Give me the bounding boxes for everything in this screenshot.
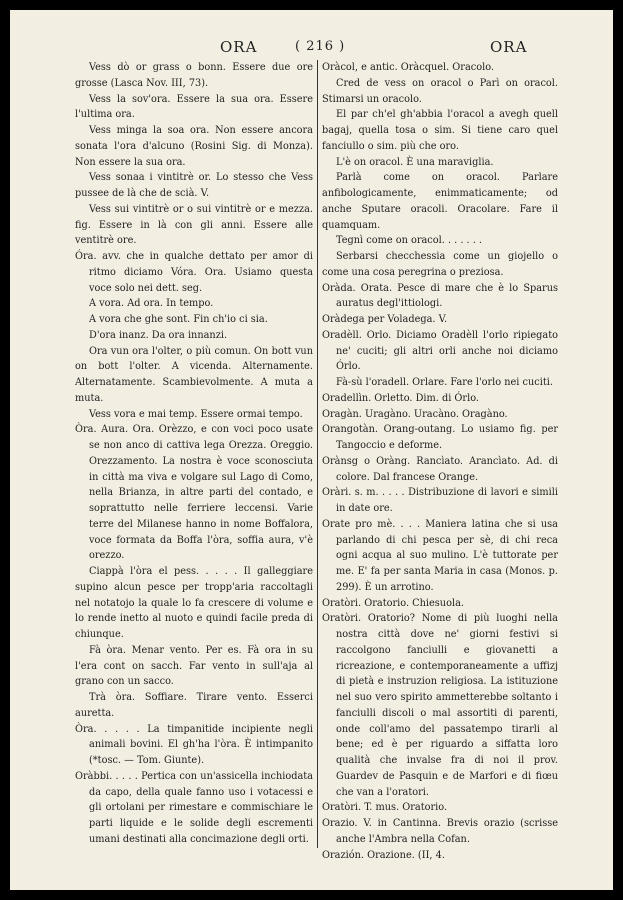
dictionary-entry: Vess minga la soa ora. Non essere ancora sonata l'ora d'alcuno (Rosini Sig. di Monza). Non essere la sua ora.	[75, 125, 313, 168]
dictionary-entry: Oradèll. Orlo. Diciamo Oradèll l'orlo ripiegato ne' cuciti; gli altri orli anche noi diciamo Órlo.	[322, 329, 558, 373]
left-column	[75, 60, 313, 848]
dictionary-entry: Tegnì come on oracol. . . . . . .	[336, 235, 483, 247]
dictionary-entry: Parlà come on oracol. Parlare anfibologicamente, enimmaticamente; od anche Sputare oracoli. Oracolare. Fare il quamquam.	[322, 172, 558, 231]
dictionary-entry: Orate pro mè. . . . Maniera latina che si usa parlando di chi pesca per sè, di chi reca ogni acqua al suo mulino. L'è tuttorate per me. E' fa per santa Maria in casa (Monos. p. 299). È un arrotino.	[322, 518, 558, 593]
header-right-word: ORA	[490, 38, 528, 56]
dictionary-entry: Vess dò or grass o bonn. Essere due ore grosse (Lasca Nov. III, 73).	[75, 62, 313, 89]
dictionary-entry: D'ora inanz. Da ora innanzi.	[89, 329, 228, 341]
dictionary-entry: Oragàn. Uragàno. Uracàno. Oragàno.	[322, 408, 508, 420]
dictionary-entry: Fà òra. Menar vento. Per es. Fà ora in su l'era cont on sacch. Far vento in sull'aja al grano con un sacco.	[75, 644, 313, 688]
dictionary-entry: Vess sonaa i vintitrè or. Lo stesso che Vess pussee de là che de scià. V.	[75, 172, 313, 199]
dictionary-entry: A vora che ghe sont. Fin ch'io ci sia.	[89, 314, 268, 325]
dictionary-entry: Orànsg o Oràng. Rancìato. Arancìato. Ad. di colore. Dal francese Orange.	[322, 455, 558, 483]
dictionary-entry: Òra. Aura. Ora. Orèzzo, e con voci poco usate se non anco di cattiva lega Orezza. Oreggio. Orezzamento. La nostra è voce sconosciuta in città ma viva e volgare sul Lago di Como, nella Brianza, in altre parti del contado, e soprattutto nelle ferriere leccensi. Varie terre del Milanese hanno in nome Boffalora, voce formata da Boffa l'òra, soffia aura, v'è orezzo.	[75, 424, 313, 562]
right-column	[322, 60, 558, 863]
dictionary-entry: Oràri. s. m. . . . . Distribuzione di lavori e simili in date ore.	[322, 487, 558, 514]
dictionary-entry: Orangotàn. Orang-outang. Lo usiamo fig. per Tangoccio e deforme.	[322, 424, 558, 451]
dictionary-entry: Vess la sov'ora. Essere la sua ora. Essere l'ultima ora.	[75, 93, 313, 121]
dictionary-entry: Oràbbi. . . . . Pertica con un'assicella inchiodata da capo, della quale fanno uso i votacessi e gli ortolani per rimestare e commischiare le parti liquide e le solide degli escrementi umani destinati alla concimazione degli orti.	[75, 770, 313, 845]
header-left-word: ORA	[220, 38, 258, 56]
dictionary-entry: Oradellìn. Orletto. Dim. di Órlo.	[322, 392, 479, 404]
dictionary-entry: Serbarsi checchessia come un giojello o come una cosa peregrina o preziosa.	[322, 251, 558, 278]
running-header	[75, 38, 560, 62]
scanned-page	[10, 10, 613, 890]
page-number: ( 216 )	[295, 39, 346, 54]
column-divider	[317, 60, 318, 848]
dictionary-entry: Orazio. V. in Cantinna. Brevis orazio (scrisse anche l'Ambra nella Cofan.	[322, 818, 558, 845]
dictionary-entry: Óra. avv. che in qualche dettato per amor di ritmo diciamo Vóra. Ora. Usiamo questa voce solo nei dett. seg.	[75, 251, 313, 294]
dictionary-entry: Oratòri. Oratorio? Nome di più luoghi nella nostra città dove ne' giorni festivi si raccolgono fanciulli e giovanetti a ricreazione, e contemporaneamente a uffizj di pietà e instruzion religiosa. La istituzione nel suo vero spirito ammetterebbe soltanto i fanciulli discoli o mal assortiti di parenti, onde coll'amo del passatempo tirarli al bene; ed è per riguardo a siffatta loro qualità che invalse fra di noi il prov. Guardev de Pasquin e de Marfori e di fiœu che van a l'oratori.	[322, 613, 558, 798]
page-content	[75, 38, 560, 861]
dictionary-entry: Trà òra. Soffiare. Tirare vento. Esserci auretta.	[75, 692, 313, 719]
dictionary-entry: Cred de vess on oracol o Parì on oracol. Stimarsi un oracolo.	[322, 77, 558, 105]
dictionary-entry: Vess vora e mai temp. Essere ormai tempo.	[89, 408, 303, 420]
dictionary-entry: Oratòri. Oratorio. Chiesuola.	[322, 597, 464, 609]
dictionary-entry: Oràcol, e antic. Oràcquel. Oracolo.	[322, 62, 495, 73]
dictionary-entry: Ciappà l'òra el pess. . . . . Il galleggiare supino alcun pesce per tropp'aria raccoltagli nel notatojo la quale lo fa crescere di volume e lo rende inetto al nuoto e quindi facile preda di chiunque.	[75, 566, 313, 640]
dictionary-entry: Orazión. Orazione. (II, 4.	[322, 849, 445, 861]
dictionary-entry: El par ch'el gh'abbia l'oracol a avegh quell bagaj, quella tosa o sim. Si tiene caro quel fanciullo o sim. più che oro.	[322, 109, 558, 152]
dictionary-entry: Oratòri. T. mus. Oratorio.	[322, 802, 448, 814]
dictionary-entry: Fà-sù l'oradell. Orlare. Fare l'orlo nei cuciti.	[336, 377, 553, 388]
dictionary-entry: Ora vun ora l'olter, o più comun. On bott vun on bott l'olter. A vicenda. Alternamente. Alternatamente. Scambievolmente. A muta a muta.	[75, 345, 313, 404]
dictionary-entry: Vess sui vintitrè or o sui vintitrè or e mezza. fig. Essere in là con gli anni. Essere alle ventitrè ore.	[75, 203, 313, 247]
dictionary-entry: A vora. Ad ora. In tempo.	[89, 298, 214, 310]
dictionary-entry: Oràda. Orata. Pesce di mare che è lo Sparus auratus degl'ittiologi.	[322, 282, 558, 310]
dictionary-entry: Òra. . . . . La timpanitide incipiente negli animali bovini. El gh'ha l'òra. È intimpanito (*tosc. — Tom. Giunte).	[75, 723, 313, 766]
dictionary-entry: L'è on oracol. È una maraviglia.	[336, 156, 494, 168]
dictionary-entry: Oràdega per Voladega. V.	[322, 314, 448, 325]
